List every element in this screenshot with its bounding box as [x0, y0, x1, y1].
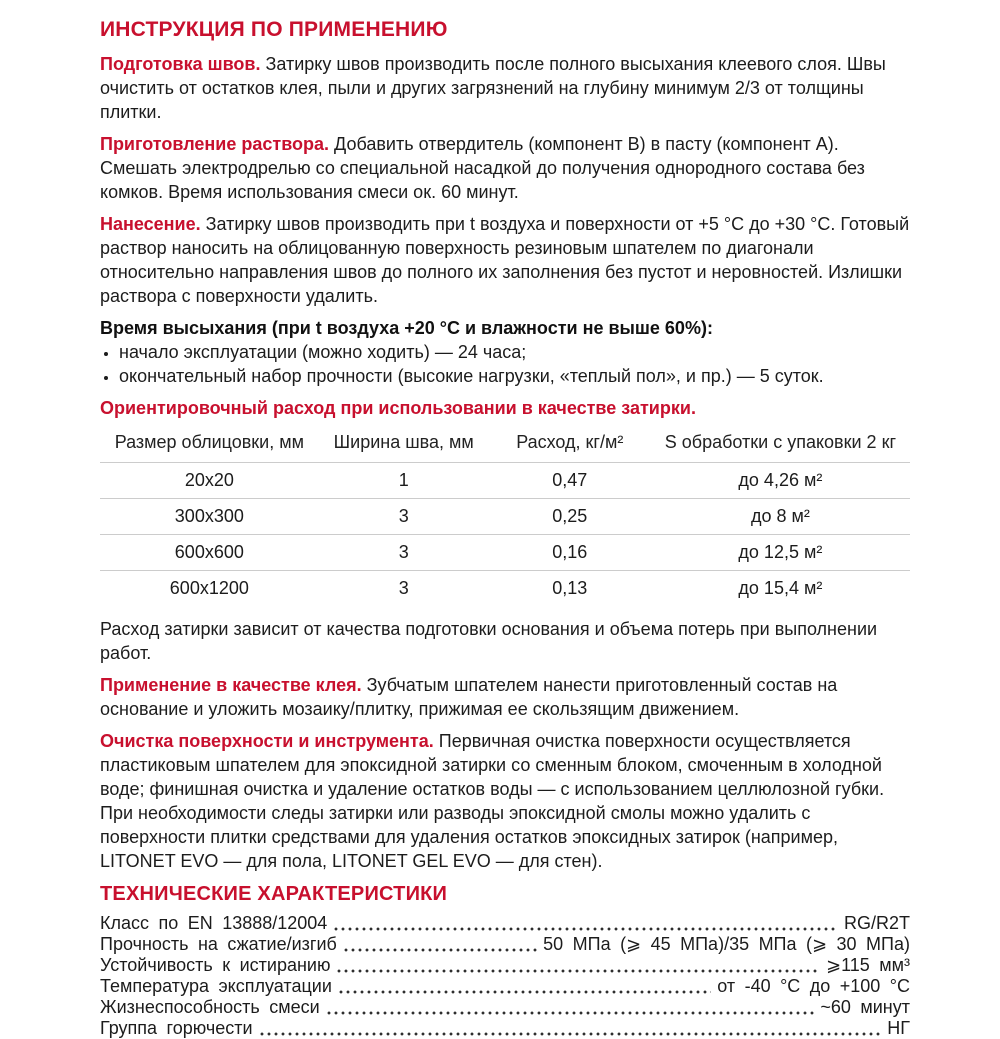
spec-row-temperature — [100, 976, 910, 997]
cell-coverage: до 4,26 м² — [651, 463, 910, 499]
drying-time-section — [100, 316, 910, 388]
consumption-heading: Ориентировочный расход при использовании в качестве затирки. — [100, 398, 696, 418]
paragraph-cleaning — [100, 729, 910, 873]
spec-label: Прочность на сжатие/изгиб — [100, 933, 337, 954]
cell-consumption: 0,47 — [489, 463, 651, 499]
cell-tile-size: 600х600 — [100, 535, 319, 571]
list-item: • начало эксплуатации (можно ходить) — 24 часа; — [119, 340, 910, 364]
dotted-leader — [344, 946, 537, 952]
spec-row-strength — [100, 934, 910, 955]
paragraph-lead: Очистка поверхности и инструмента. — [100, 730, 434, 751]
paragraph-joint-preparation — [100, 52, 910, 124]
paragraph-lead: Подготовка швов. — [100, 54, 261, 74]
paragraph-use-as-adhesive — [100, 673, 910, 721]
specs-title: ТЕХНИЧЕСКИЕ ХАРАКТЕРИСТИКИ — [100, 882, 448, 905]
document-page — [100, 0, 910, 1039]
cell-consumption: 0,13 — [552, 578, 588, 599]
paragraph-body: Первичная очистка поверхности осуществляется пластиковым шпателем для эпоксидной затирки со сменным блоком, смоченным в холодной воде; финишная очистка и удаление остатков воды — с использованием целлюлозной губки. При необходимости следы затирки или разводы эпоксидной смолы можно удалить с поверхности плитки средствами для удаления остатков эпоксидных затирок (например, LITONET EVO — для пола, LITONET GEL EVO — для стен). — [100, 730, 885, 871]
paragraph-body: Добавить отвердитель (компонент B) в пасту (компонент A). Смешать электродрелью со специальной насадкой до получения однородного состава без комков. Время использования смеси ок. 60 минут. — [100, 134, 865, 202]
page-title: ИНСТРУКЦИЯ ПО ПРИМЕНЕНИЮ — [100, 18, 448, 41]
paragraph-body: Затирку швов производить при t воздуха и поверхности от +5 °С до +30 °С. Готовый раствор наносить на облицованную поверхность резиновым шпателем по диагонали относительно направления швов до полного их заполнения без пустот и неровностей. Излишки раствора с поверхности удалить. — [100, 214, 910, 306]
dotted-leader — [339, 988, 711, 994]
paragraph-lead: Приготовление раствора. — [100, 134, 330, 154]
cell-coverage: до 12,5 м² — [651, 535, 910, 571]
cell-consumption: 0,16 — [489, 535, 651, 571]
spec-row-class — [100, 913, 910, 934]
paragraph-application — [100, 212, 910, 308]
dotted-leader — [334, 925, 838, 931]
table-row — [100, 571, 910, 607]
paragraph-body: Зубчатым шпателем нанести приготовленный состав на основание и уложить мозаику/плитку, прижимая ее скользящим движением. — [100, 674, 838, 719]
spec-value: ⩾115 мм³ — [825, 954, 910, 975]
table-row — [100, 499, 910, 535]
spec-value: RG/R2T — [843, 912, 910, 933]
cell-joint-width: 3 — [398, 578, 409, 599]
spec-value: от -40 °С до +100 °С — [717, 975, 910, 996]
cell-tile-size: 20х20 — [100, 463, 319, 499]
spec-label: Группа горючести — [100, 1017, 253, 1038]
drying-time-heading: Время высыхания (при t воздуха +20 °С и влажности не выше 60%): — [100, 318, 713, 338]
table-header-row — [100, 430, 910, 463]
consumption-table — [100, 430, 910, 607]
paragraph-body: Затирку швов производить после полного высыхания клеевого слоя. Швы очистить от остатков клея, пыли и других загрязнений на глубину минимум 2/3 от толщины плитки. — [100, 54, 886, 122]
spec-value: 50 МПа (⩾ 45 МПа)/35 МПа (⩾ 30 МПа) — [543, 933, 910, 954]
spec-label: Жизнеспособность смеси — [100, 996, 320, 1017]
dotted-leader — [337, 967, 820, 973]
spec-value: ~60 минут — [820, 996, 910, 1017]
cell-coverage: до 15,4 м² — [738, 578, 823, 599]
specs-list — [100, 913, 910, 1039]
cell-tile-size: 600х1200 — [169, 578, 249, 599]
column-header-joint-width: Ширина шва, мм — [319, 430, 489, 463]
cell-coverage: до 8 м² — [651, 499, 910, 535]
list-item: • окончательный набор прочности (высокие нагрузки, «теплый пол», и пр.) — 5 суток. — [119, 364, 910, 388]
table-row — [100, 535, 910, 571]
spec-label: Температура эксплуатации — [100, 975, 332, 996]
spec-label: Устойчивость к истиранию — [100, 954, 331, 975]
drying-time-list — [100, 340, 910, 388]
cell-tile-size: 300х300 — [100, 499, 319, 535]
cell-joint-width: 1 — [319, 463, 489, 499]
paragraph-lead: Применение в качестве клея. — [100, 674, 362, 695]
column-header-tile-size: Размер облицовки, мм — [100, 430, 319, 463]
table-row — [100, 463, 910, 499]
consumption-note: Расход затирки зависит от качества подготовки основания и объема потерь при выполнении работ. — [100, 618, 878, 663]
cell-consumption: 0,25 — [489, 499, 651, 535]
dotted-leader — [260, 1030, 882, 1036]
paragraph-mix-preparation — [100, 132, 910, 204]
spec-row-flammability — [100, 1018, 910, 1039]
column-header-consumption: Расход, кг/м² — [489, 430, 651, 463]
spec-row-abrasion — [100, 955, 910, 976]
spec-label: Класс по EN 13888/12004 — [100, 912, 328, 933]
cell-joint-width: 3 — [319, 535, 489, 571]
spec-value: НГ — [887, 1017, 910, 1038]
dotted-leader — [327, 1009, 815, 1015]
paragraph-lead: Нанесение. — [100, 214, 201, 234]
column-header-coverage: S обработки с упаковки 2 кг — [651, 430, 910, 463]
cell-joint-width: 3 — [319, 499, 489, 535]
